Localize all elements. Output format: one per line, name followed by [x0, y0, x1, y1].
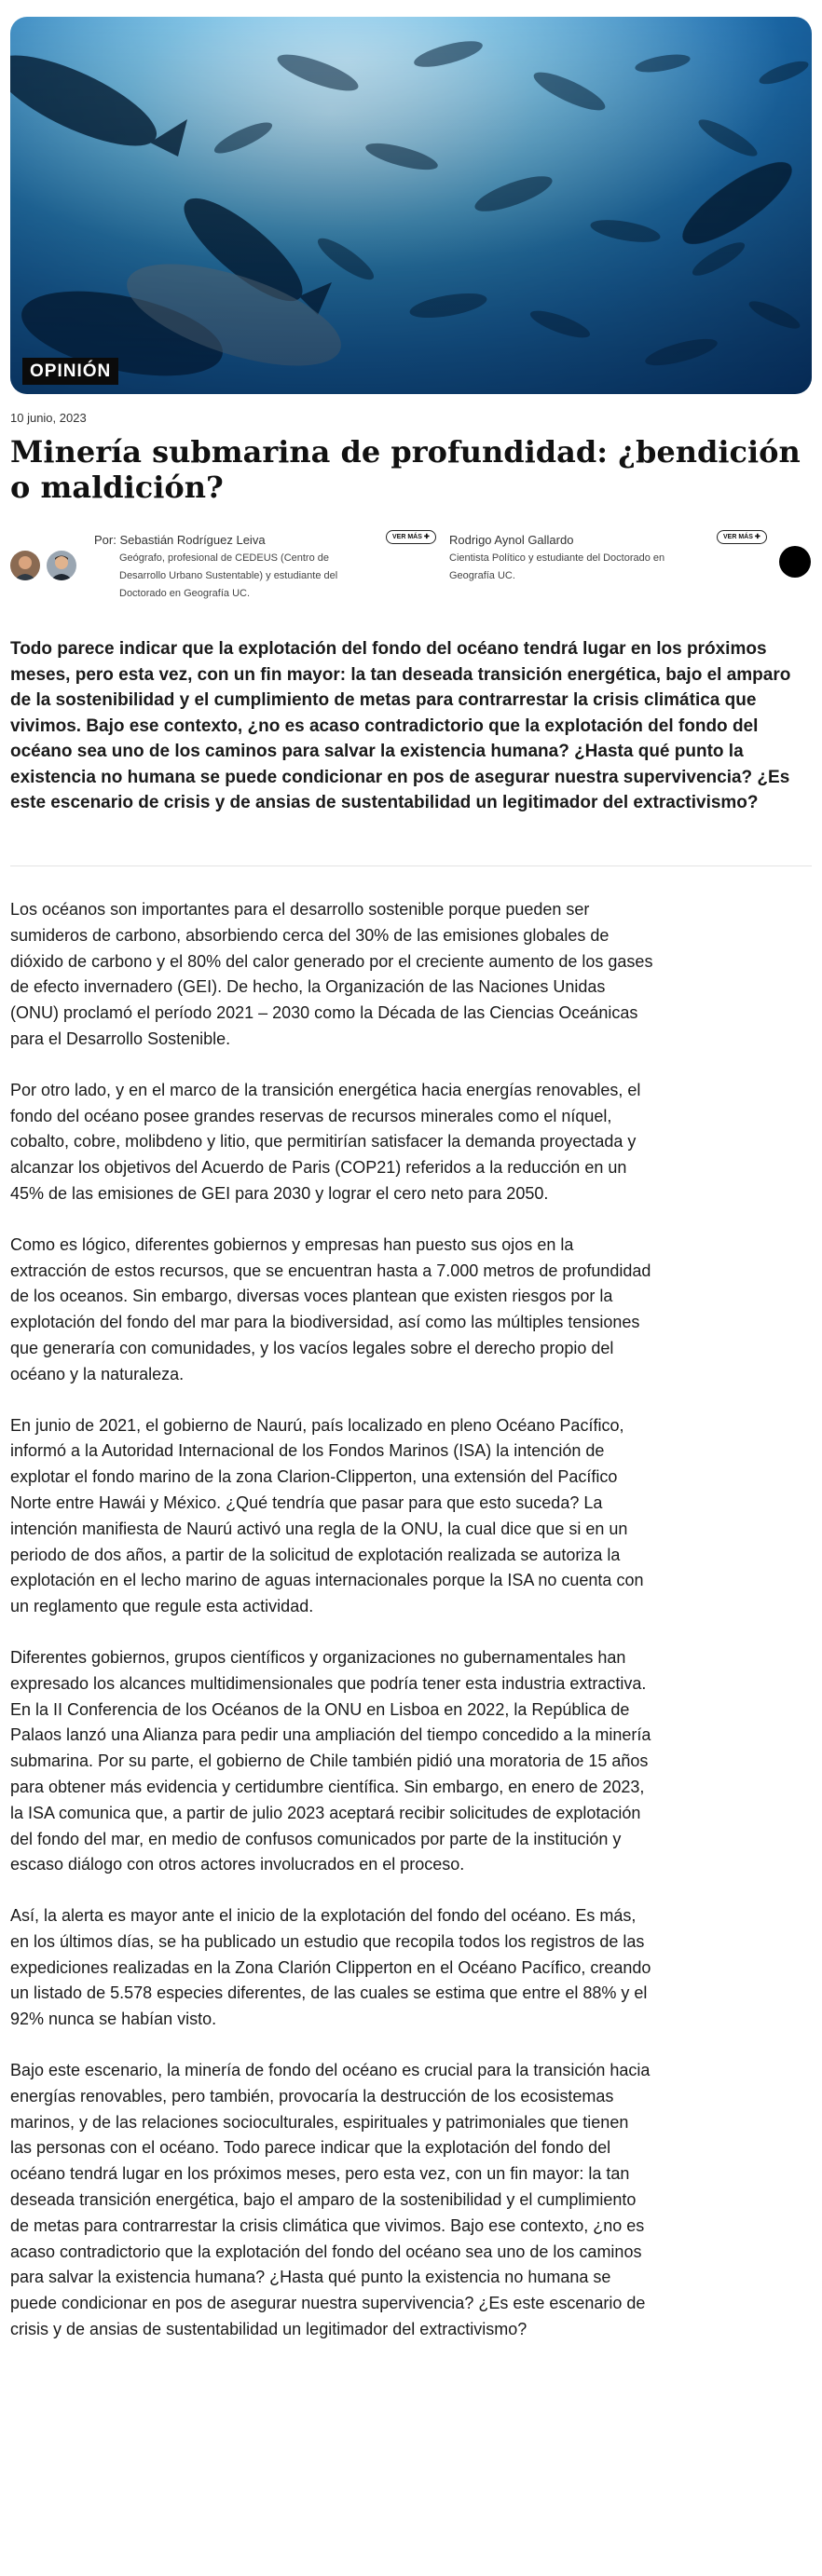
author-name-1[interactable]: Por: Sebastián Rodríguez Leiva: [94, 533, 266, 547]
paragraph: Bajo este escenario, la minería de fondo del océano es crucial para la transición hacia energías renovables, pero también, provocaría la destrucción de los ecosistemas marinos, y de las relaciones socioculturales, espirituales y patrimoniales que tienen las personas con el océano. Todo parece indicar que la explotación del fondo del océano tendrá lugar en los próximos meses, pero esta vez, con un fin mayor: la tan deseada transición energética, bajo el amparo de la sostenibilidad y el cumplimiento de metas para contrarrestar la crisis climática que vivimos. Bajo ese contexto, ¿no es acaso contradictorio que la explotación del fondo del océano sea uno de los caminos para salvar la existencia humana? ¿Hasta qué punto la existencia no humana se puede condicionar en pos de asegurar nuestra supervivencia? ¿Es este escenario de crisis y de ansias de sustentabilidad un legitimador del extractivismo?: [10, 2061, 651, 2339]
paragraph: Por otro lado, y en el marco de la transición energética hacia energías renovables, el fondo del océano posee grandes reservas de recursos minerales como el níquel, cobalto, cobre, molibdeno y litio, que permitirían satisfacer la demanda proyectada y alcanzar los objetivos del Acuerdo de Paris (COP21) referidos a la reducción en un 45% de las emisiones de GEI para 2030 y lograr el cero neto para 2050.: [10, 1080, 641, 1203]
author-1-more-button[interactable]: VER MÁS ✚: [386, 530, 436, 544]
author-name-2[interactable]: Rodrigo Aynol Gallardo: [449, 533, 574, 547]
author-description-1: Geógrafo, profesional de CEDEUS (Centro de Desarrollo Urbano Sustentable) y estudiante del Doctorado en Geografía UC.: [119, 552, 338, 599]
hero-image: [10, 17, 812, 394]
publish-date: 10 junio, 2023: [10, 411, 87, 425]
category-badge[interactable]: OPINIÓN: [22, 358, 118, 385]
paragraph: Así, la alerta es mayor ante el inicio de la explotación del fondo del océano. Es más, en los últimos días, se ha publicado un estudio que recopila todos los registros de las expediciones realizadas en la Zona Clarión Clipperton en el Océano Pacífico, creando un listado de 5.578 especies diferentes, de las cuales se estima que entre el 88% y el 92% nunca se habían visto.: [10, 1906, 651, 2029]
article-title: Minería submarina de profundidad: ¿bendición o maldición?: [10, 434, 801, 505]
author-avatar-2[interactable]: [47, 551, 76, 580]
author-avatar-1[interactable]: [10, 551, 40, 580]
paragraph: Diferentes gobiernos, grupos científicos y organizaciones no gubernamentales han expresado los alcances multidimensionales que podría tener esta industria extractiva. En la II Conferencia de los Océanos de la ONU en Lisboa en 2022, la República de Palaos lanzó una Alianza para pedir una ampliación del tiempo concedido a la minería submarina. Por su parte, el gobierno de Chile también pidió una moratoria de 15 años para obtener más evidencia y certidumbre científica. Sin embargo, en enero de 2023, la ISA comunica que, a partir de julio 2023 aceptará recibir solicitudes de explotación del fondo del mar, en medio de confusos comunicados por parte de la institución y escaso diálogo con otros actores involucrados en el proceso.: [10, 1647, 651, 1874]
author-2-more-button[interactable]: VER MÁS ✚: [717, 530, 767, 544]
paragraph: En junio de 2021, el gobierno de Naurú, país localizado en pleno Océano Pacífico, informó a la Autoridad Internacional de los Fondos Marinos (ISA) la intención de explotar el fondo marino de la zona Clarion-Clipperton, una extensión del Pacífico Norte entre Hawái y México. ¿Qué tendría que pasar para que esto suceda? La intención manifiesta de Naurú activó una regla de la ONU, la cual dice que si en un periodo de dos años, a partir de la solicitud de explotación realizada se autoriza la explotación en el lecho marino de aguas internacionales porque la ISA no cuenta con un reglamento que regule esta actividad.: [10, 1415, 644, 1616]
section-divider: [10, 865, 812, 866]
tuna-school-illustration: [10, 17, 812, 394]
paragraph: Como es lógico, diferentes gobiernos y empresas han puesto sus ojos en la extracción de estos recursos, que se encuentran hasta a 7.000 metros de profundidad de los oceanos. Sin embargo, diversas voces plantean que existen riesgos por la explotación del fondo del mar para la biodiversidad, así como las múltiples tensiones que generaría con comunidades, y los vacíos legales sobre el derecho propio del océano y la naturaleza.: [10, 1234, 651, 1383]
article-body: [10, 897, 653, 2368]
floating-action-button[interactable]: [779, 546, 811, 578]
article-lead: Todo parece indicar que la explotación del fondo del océano tendrá lugar en los próximos meses, pero esta vez, con un fin mayor: la tan deseada transición energética, bajo el amparo de la sostenibilidad y el cumplimiento de metas para contrarrestar la crisis climática que vivimos. Bajo ese contexto, ¿no es acaso contradictorio que la explotación del fondo del océano sea uno de los caminos para salvar la existencia humana? ¿Hasta qué punto la existencia no humana se puede condicionar en pos de asegurar nuestra supervivencia? ¿Es este escenario de crisis y de ansias de sustentabilidad un legitimador del extractivismo?: [10, 639, 791, 812]
paragraph: Los océanos son importantes para el desarrollo sostenible porque pueden ser sumideros de carbono, absorbiendo cerca del 30% de las emisiones globales de dióxido de carbono y el 80% del calor generado por el creciente aumento de los gases de efecto invernadero (GEI). De hecho, la Organización de las Naciones Unidas (ONU) proclamó el período 2021 – 2030 como la Década de las Ciencias Oceánicas para el Desarrollo Sostenible.: [10, 900, 653, 1048]
author-description-2: Cientista Político y estudiante del Doctorado en Geografía UC.: [449, 552, 665, 581]
